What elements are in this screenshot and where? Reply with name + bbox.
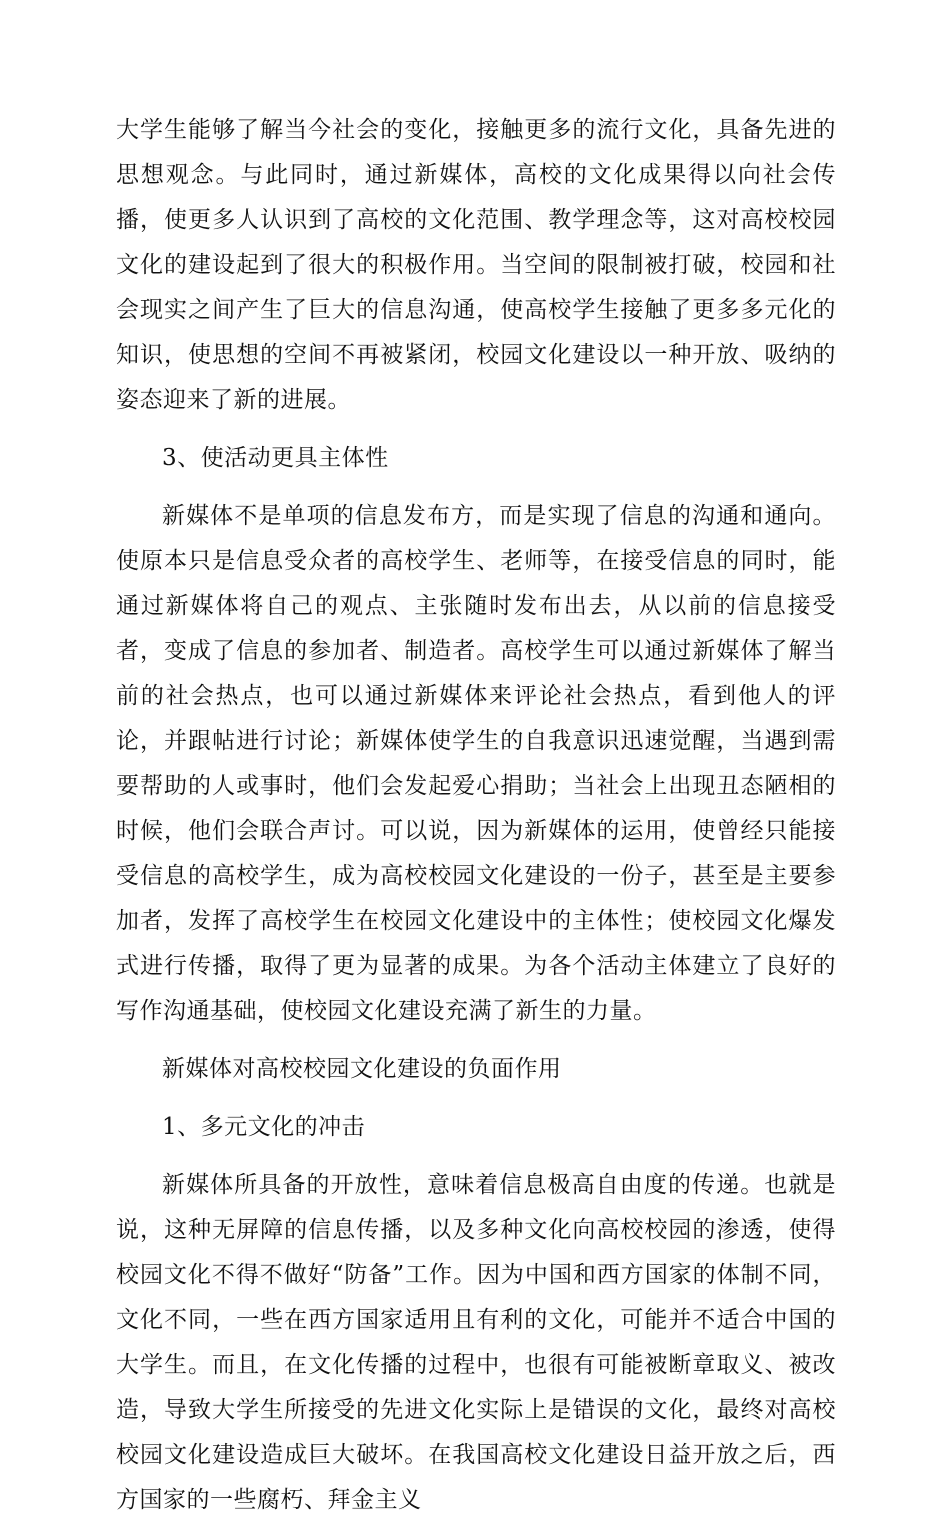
paragraph-1: 大学生能够了解当今社会的变化，接触更多的流行文化，具备先进的思想观念。与此同时，通过新媒体，高校的文化成果得以向社会传播，使更多人认识到了高校的文化范围、教学理念等，这对高校校园文化的建设起到了很大的积极作用。当空间的限制被打破，校园和社会现实之间产生了巨大的信息沟通，使高校学生接触了更多多元化的知识，使思想的空间不再被紧闭，校园文化建设以一种开放、吸纳的姿态迎来了新的进展。 — [116, 117, 836, 413]
paragraph-2: 新媒体不是单项的信息发布方，而是实现了信息的沟通和通向。使原本只是信息受众者的高校学生、老师等，在接受信息的同时，能通过新媒体将自己的观点、主张随时发布出去，从以前的信息接受者，变成了信息的参加者、制造者。高校学生可以通过新媒体了解当前的社会热点，也可以通过新媒体来评论社会热点，看到他人的评论，并跟帖进行讨论；新媒体使学生的自我意识迅速觉醒，当遇到需要帮助的人或事时，他们会发起爱心捐助；当社会上出现丑态陋相的时候，他们会联合声讨。可以说，因为新媒体的运用，使曾经只能接受信息的高校学生，成为高校校园文化建设的一份子，甚至是主要参加者，发挥了高校学生在校园文化建设中的主体性；使校园文化爆发式进行传播，取得了更为显著的成果。为各个活动主体建立了良好的写作沟通基础，使校园文化建设充满了新生的力量。 — [116, 503, 836, 1024]
section-heading-negative-effects: 新媒体对高校校园文化建设的负面作用 — [162, 1056, 562, 1082]
section-heading-3: 3、使活动更具主体性 — [162, 445, 389, 471]
paragraph-3: 新媒体所具备的开放性，意味着信息极高自由度的传递。也就是说，这种无屏障的信息传播，以及多种文化向高校校园的渗透，使得校园文化不得不做好“防备”工作。因为中国和西方国家的体制不同，文化不同，一些在西方国家适用且有利的文化，可能并不适合中国的大学生。而且，在文化传播的过程中，也很有可能被断章取义、被改造，导致大学生所接受的先进文化实际上是错误的文化，最终对高校校园文化建设造成巨大破坏。在我国高校文化建设日益开放之后，西方国家的一些腐朽、拜金主义 — [116, 1172, 836, 1513]
section-heading-1: 1、多元文化的冲击 — [162, 1114, 366, 1140]
document-body — [116, 108, 836, 1536]
